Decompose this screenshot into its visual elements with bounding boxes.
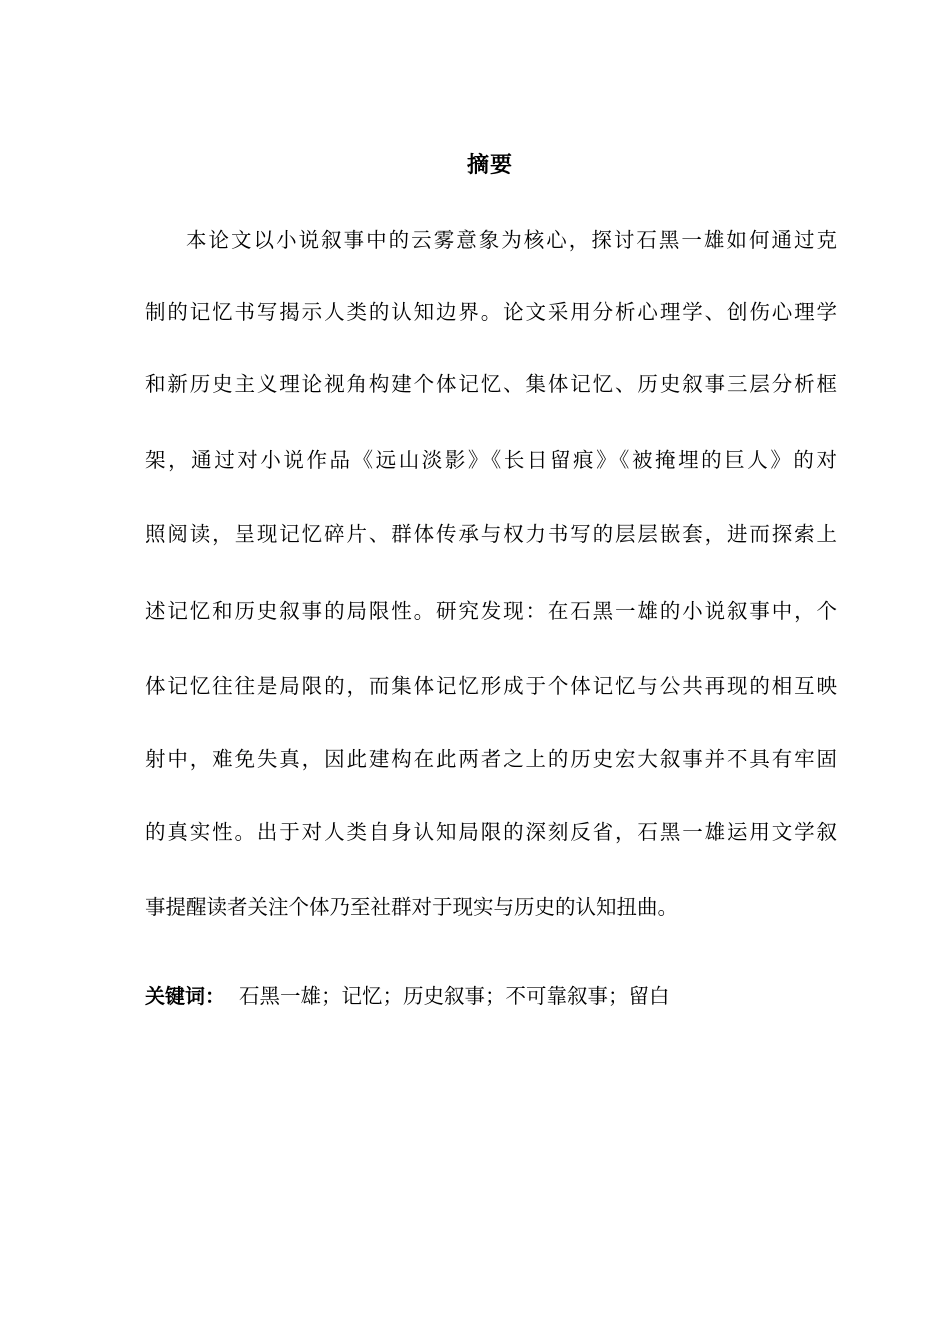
- abstract-line-1: 本论文以小说叙事中的云雾意象为核心，探讨石黑一雄如何通过克: [186, 228, 837, 252]
- abstract-line-9: 的真实性。出于对人类自身认知局限的深刻反省，石黑一雄运用文学叙: [145, 820, 837, 844]
- abstract-line-5: 照阅读，呈现记忆碎片、群体传承与权力书写的层层嵌套，进而探索上: [145, 522, 837, 546]
- abstract-line-2: 制的记忆书写揭示人类的认知边界。论文采用分析心理学、创伤心理学: [145, 300, 837, 324]
- abstract-line-8: 射中，难免失真，因此建构在此两者之上的历史宏大叙事并不具有牢固: [145, 747, 837, 771]
- abstract-title: 摘要: [466, 153, 513, 178]
- keywords-label: 关键词：: [145, 984, 225, 1008]
- abstract-line-10: 事提醒读者关注个体乃至社群对于现实与历史的认知扭曲。: [145, 895, 678, 919]
- abstract-line-7: 体记忆往往是局限的，而集体记忆形成于个体记忆与公共再现的相互映: [145, 674, 837, 698]
- keywords-text: 石黑一雄；记忆；历史叙事；不可靠叙事；留白: [239, 984, 670, 1008]
- abstract-line-4: 架，通过对小说作品《远山淡影》《长日留痕》《被掩埋的巨人》的对: [145, 448, 837, 472]
- keywords-row: [145, 976, 845, 1016]
- abstract-line-3: 和新历史主义理论视角构建个体记忆、集体记忆、历史叙事三层分析框: [145, 372, 837, 396]
- abstract-line-6: 述记忆和历史叙事的局限性。研究发现：在石黑一雄的小说叙事中，个: [145, 599, 837, 623]
